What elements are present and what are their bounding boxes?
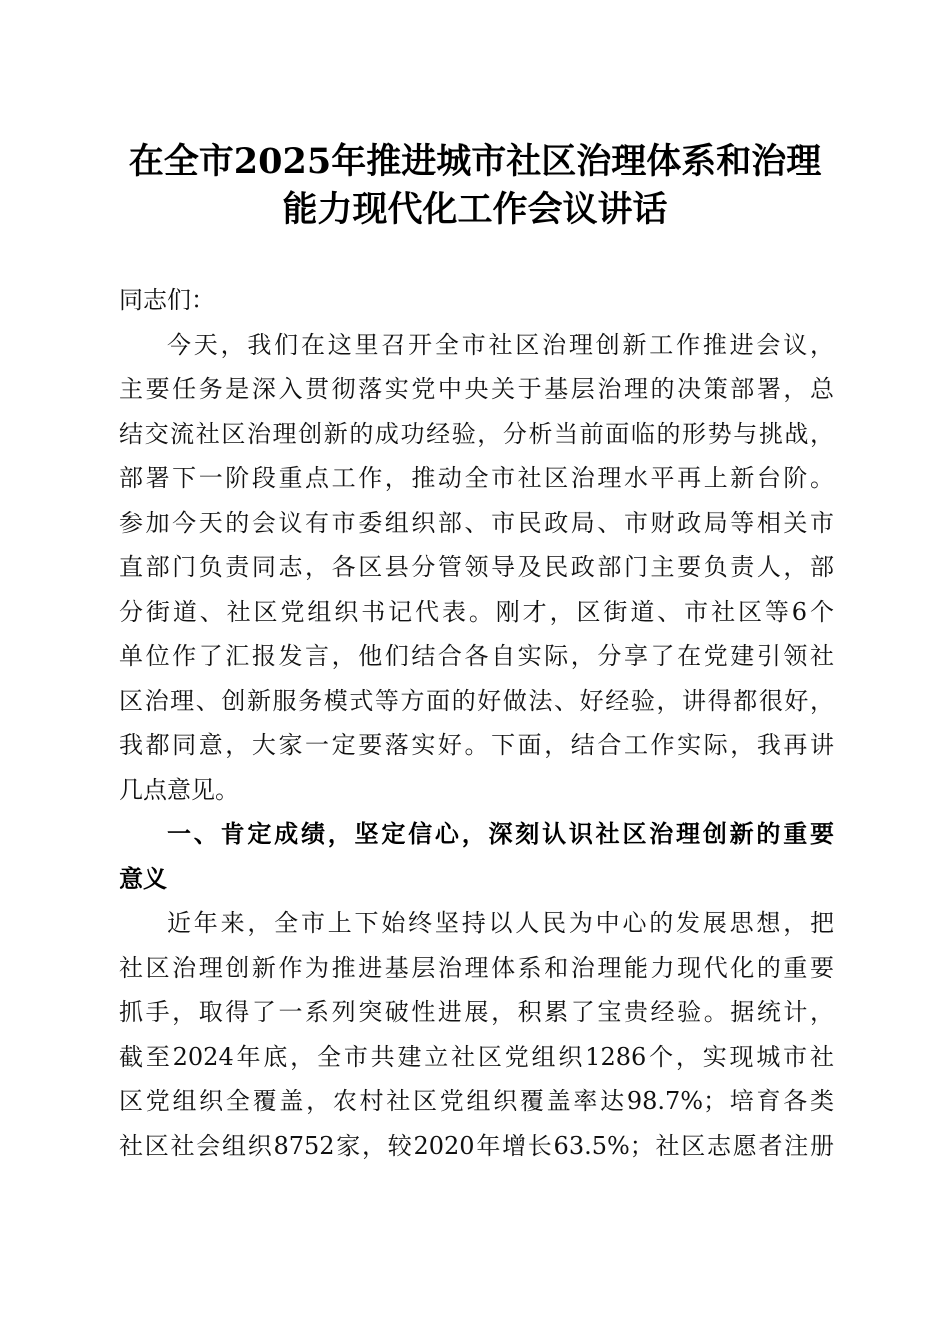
salutation: 同志们： [119, 286, 215, 314]
document-title-line-2: 能力现代化工作会议讲话 [282, 189, 668, 230]
paragraph-line: 直部门负责同志，各区县分管领导及民政部门主要负责人，部 [119, 553, 834, 581]
paragraph-line: 社区治理创新作为推进基层治理体系和治理能力现代化的重要 [119, 954, 834, 982]
paragraph-line: 单位作了汇报发言，他们结合各自实际，分享了在党建引领社 [119, 642, 834, 670]
paragraph-line: 结交流社区治理创新的成功经验，分析当前面临的形势与挑战， [119, 420, 834, 448]
section-heading-line-2: 意义 [119, 865, 167, 893]
paragraph-line: 今天，我们在这里召开全市社区治理创新工作推进会议， [167, 331, 834, 359]
paragraph-line: 参加今天的会议有市委组织部、市民政局、市财政局等相关市 [119, 509, 834, 537]
paragraph-line: 社区社会组织8752家，较2020年增长63.5%；社区志愿者注册 [119, 1132, 834, 1160]
paragraph-line: 区党组织全覆盖，农村社区党组织覆盖率达98.7%；培育各类 [119, 1087, 834, 1115]
paragraph-line: 我都同意，大家一定要落实好。下面，结合工作实际，我再讲 [119, 731, 834, 759]
paragraph-line: 部署下一阶段重点工作，推动全市社区治理水平再上新台阶。 [119, 464, 834, 492]
paragraph-line: 主要任务是深入贯彻落实党中央关于基层治理的决策部署，总 [119, 375, 834, 403]
paragraph-line: 近年来，全市上下始终坚持以人民为中心的发展思想，把 [167, 909, 834, 937]
paragraph-line: 截至2024年底，全市共建立社区党组织1286个，实现城市社 [119, 1043, 834, 1071]
paragraph-line: 区治理、创新服务模式等方面的好做法、好经验，讲得都很好， [119, 687, 834, 715]
paragraph-line: 几点意见。 [119, 776, 239, 804]
paragraph-line: 分街道、社区党组织书记代表。刚才，区街道、市社区等6个 [119, 598, 834, 626]
document-title-line-1: 在全市2025年推进城市社区治理体系和治理 [128, 141, 822, 182]
section-heading-line-1: 一、肯定成绩，坚定信心，深刻认识社区治理创新的重要 [167, 820, 834, 848]
paragraph-line: 抓手，取得了一系列突破性进展，积累了宝贵经验。据统计， [119, 998, 834, 1026]
